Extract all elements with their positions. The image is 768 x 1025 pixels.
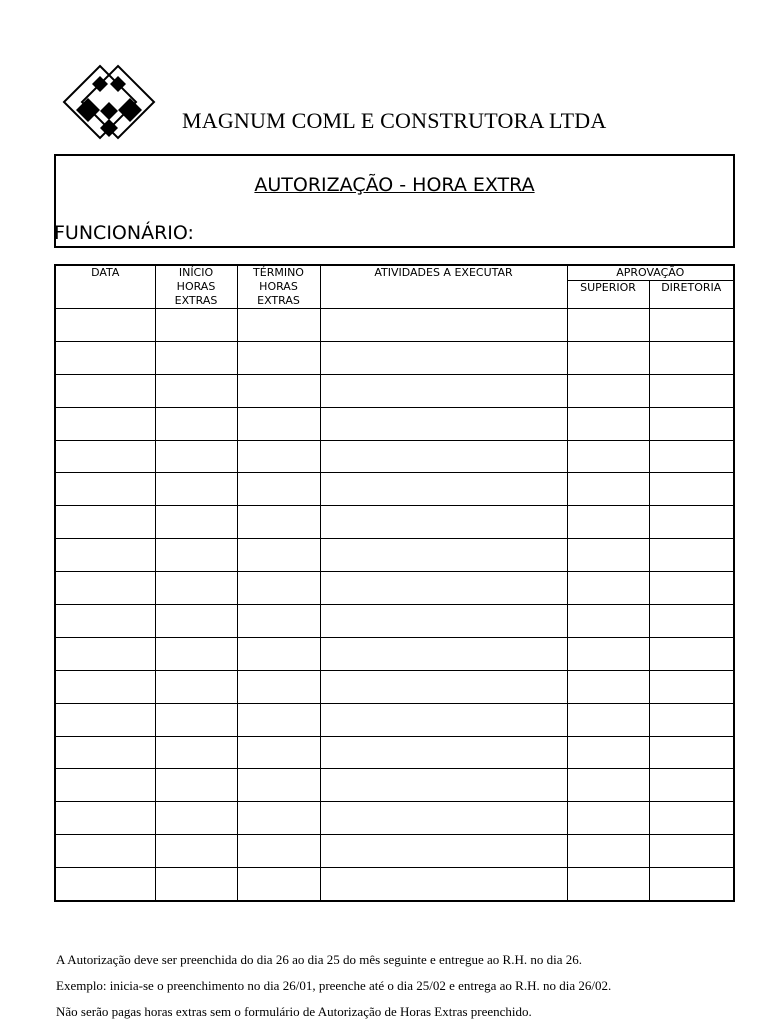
cell-atividades[interactable] <box>320 835 567 868</box>
cell-inicio[interactable] <box>155 572 237 605</box>
cell-atividades[interactable] <box>320 868 567 901</box>
cell-data[interactable] <box>55 637 155 670</box>
cell-atividades[interactable] <box>320 374 567 407</box>
cell-inicio[interactable] <box>155 309 237 342</box>
interlocked-diamond-logo-icon <box>60 62 160 142</box>
cell-inicio[interactable] <box>155 341 237 374</box>
cell-diretoria[interactable] <box>649 506 734 539</box>
company-logo <box>60 62 160 142</box>
cell-inicio[interactable] <box>155 769 237 802</box>
cell-data[interactable] <box>55 605 155 638</box>
cell-inicio[interactable] <box>155 506 237 539</box>
cell-diretoria[interactable] <box>649 769 734 802</box>
employee-label: FUNCIONÁRIO: <box>54 222 194 244</box>
cell-atividades[interactable] <box>320 703 567 736</box>
cell-inicio[interactable] <box>155 736 237 769</box>
col-header-superior: SUPERIOR <box>567 281 649 309</box>
cell-superior[interactable] <box>567 506 649 539</box>
cell-superior[interactable] <box>567 703 649 736</box>
table-row <box>55 506 734 539</box>
cell-superior[interactable] <box>567 605 649 638</box>
cell-superior[interactable] <box>567 802 649 835</box>
cell-inicio[interactable] <box>155 605 237 638</box>
cell-termino[interactable] <box>237 506 320 539</box>
cell-inicio[interactable] <box>155 670 237 703</box>
cell-data[interactable] <box>55 539 155 572</box>
cell-superior[interactable] <box>567 769 649 802</box>
table-row <box>55 670 734 703</box>
cell-diretoria[interactable] <box>649 473 734 506</box>
company-name: MAGNUM COML E CONSTRUTORA LTDA <box>182 108 607 133</box>
table-row <box>55 769 734 802</box>
cell-inicio[interactable] <box>155 473 237 506</box>
table-row <box>55 407 734 440</box>
cell-superior[interactable] <box>567 835 649 868</box>
cell-data[interactable] <box>55 868 155 901</box>
cell-diretoria[interactable] <box>649 605 734 638</box>
table-row <box>55 539 734 572</box>
cell-atividades[interactable] <box>320 473 567 506</box>
instructions <box>56 947 756 1025</box>
cell-data[interactable] <box>55 440 155 473</box>
cell-termino[interactable] <box>237 769 320 802</box>
cell-diretoria[interactable] <box>649 539 734 572</box>
col-header-inicio: INÍCIO HORAS EXTRAS <box>155 265 237 309</box>
cell-data[interactable] <box>55 769 155 802</box>
cell-inicio[interactable] <box>155 802 237 835</box>
cell-termino[interactable] <box>237 473 320 506</box>
cell-superior[interactable] <box>567 670 649 703</box>
cell-data[interactable] <box>55 309 155 342</box>
cell-termino[interactable] <box>237 341 320 374</box>
cell-atividades[interactable] <box>320 572 567 605</box>
col-header-diretoria: DIRETORIA <box>649 281 734 309</box>
cell-diretoria[interactable] <box>649 637 734 670</box>
cell-atividades[interactable] <box>320 802 567 835</box>
cell-data[interactable] <box>55 670 155 703</box>
cell-superior[interactable] <box>567 473 649 506</box>
instruction-line: A Autorização deve ser preenchida do dia 26 ao dia 25 do mês seguinte e entregue ao R.H. no dia 26. <box>56 952 582 967</box>
cell-data[interactable] <box>55 374 155 407</box>
cell-termino[interactable] <box>237 637 320 670</box>
form-header-box <box>54 154 735 248</box>
cell-superior[interactable] <box>567 309 649 342</box>
cell-atividades[interactable] <box>320 440 567 473</box>
table-row <box>55 835 734 868</box>
cell-termino[interactable] <box>237 440 320 473</box>
cell-data[interactable] <box>55 736 155 769</box>
cell-inicio[interactable] <box>155 440 237 473</box>
cell-termino[interactable] <box>237 802 320 835</box>
cell-data[interactable] <box>55 341 155 374</box>
cell-atividades[interactable] <box>320 309 567 342</box>
table-row <box>55 341 734 374</box>
cell-termino[interactable] <box>237 670 320 703</box>
form-title: AUTORIZAÇÃO - HORA EXTRA <box>254 174 535 196</box>
cell-superior[interactable] <box>567 407 649 440</box>
cell-termino[interactable] <box>237 736 320 769</box>
table-row <box>55 703 734 736</box>
table-row <box>55 736 734 769</box>
cell-superior[interactable] <box>567 539 649 572</box>
table-row <box>55 572 734 605</box>
col-header-termino: TÉRMINO HORAS EXTRAS <box>237 265 320 309</box>
cell-atividades[interactable] <box>320 506 567 539</box>
col-header-data: DATA <box>55 265 155 309</box>
cell-superior[interactable] <box>567 440 649 473</box>
cell-inicio[interactable] <box>155 539 237 572</box>
cell-inicio[interactable] <box>155 374 237 407</box>
cell-atividades[interactable] <box>320 341 567 374</box>
cell-termino[interactable] <box>237 539 320 572</box>
cell-termino[interactable] <box>237 374 320 407</box>
table-row <box>55 802 734 835</box>
cell-superior[interactable] <box>567 736 649 769</box>
cell-diretoria[interactable] <box>649 670 734 703</box>
cell-termino[interactable] <box>237 605 320 638</box>
table-row <box>55 605 734 638</box>
cell-data[interactable] <box>55 407 155 440</box>
cell-diretoria[interactable] <box>649 374 734 407</box>
cell-atividades[interactable] <box>320 605 567 638</box>
cell-inicio[interactable] <box>155 868 237 901</box>
overtime-table <box>54 264 735 902</box>
cell-inicio[interactable] <box>155 637 237 670</box>
col-header-atividades: ATIVIDADES A EXECUTAR <box>320 265 567 309</box>
cell-diretoria[interactable] <box>649 802 734 835</box>
cell-data[interactable] <box>55 506 155 539</box>
cell-inicio[interactable] <box>155 835 237 868</box>
table-row <box>55 309 734 342</box>
cell-atividades[interactable] <box>320 670 567 703</box>
cell-diretoria[interactable] <box>649 703 734 736</box>
table-row <box>55 440 734 473</box>
cell-diretoria[interactable] <box>649 407 734 440</box>
cell-inicio[interactable] <box>155 703 237 736</box>
cell-diretoria[interactable] <box>649 341 734 374</box>
cell-data[interactable] <box>55 802 155 835</box>
table-row <box>55 637 734 670</box>
instruction-line: Não serão pagas horas extras sem o formulário de Autorização de Horas Extras preenchido. <box>56 1004 532 1019</box>
cell-atividades[interactable] <box>320 407 567 440</box>
cell-diretoria[interactable] <box>649 440 734 473</box>
instruction-line: Exemplo: inicia-se o preenchimento no dia 26/01, preenche até o dia 25/02 e entrega ao R.H. no dia 26/02. <box>56 978 612 993</box>
cell-superior[interactable] <box>567 868 649 901</box>
cell-superior[interactable] <box>567 341 649 374</box>
cell-diretoria[interactable] <box>649 868 734 901</box>
cell-termino[interactable] <box>237 407 320 440</box>
cell-termino[interactable] <box>237 868 320 901</box>
cell-superior[interactable] <box>567 572 649 605</box>
cell-superior[interactable] <box>567 637 649 670</box>
col-header-aprovacao: APROVAÇÃO <box>567 265 734 281</box>
cell-data[interactable] <box>55 835 155 868</box>
cell-diretoria[interactable] <box>649 309 734 342</box>
cell-termino[interactable] <box>237 703 320 736</box>
cell-diretoria[interactable] <box>649 835 734 868</box>
cell-diretoria[interactable] <box>649 736 734 769</box>
cell-data[interactable] <box>55 703 155 736</box>
table-body <box>55 309 734 902</box>
cell-termino[interactable] <box>237 835 320 868</box>
cell-atividades[interactable] <box>320 637 567 670</box>
cell-inicio[interactable] <box>155 407 237 440</box>
cell-diretoria[interactable] <box>649 572 734 605</box>
table-row <box>55 473 734 506</box>
cell-termino[interactable] <box>237 572 320 605</box>
cell-atividades[interactable] <box>320 769 567 802</box>
table-row <box>55 868 734 901</box>
cell-termino[interactable] <box>237 309 320 342</box>
cell-atividades[interactable] <box>320 539 567 572</box>
table-row <box>55 374 734 407</box>
cell-superior[interactable] <box>567 374 649 407</box>
cell-data[interactable] <box>55 572 155 605</box>
cell-data[interactable] <box>55 473 155 506</box>
cell-atividades[interactable] <box>320 736 567 769</box>
